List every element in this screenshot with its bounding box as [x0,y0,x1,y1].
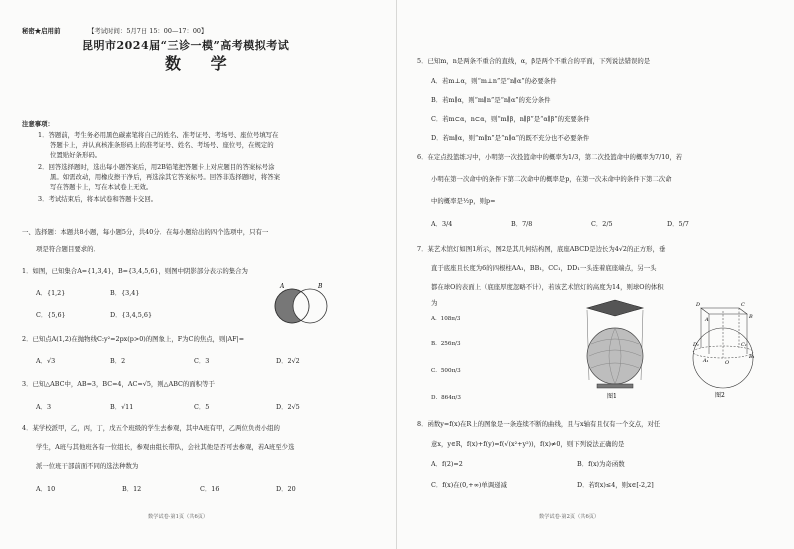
note-line: 答题卡上，并认真核准条形码上的准考证号、姓名、考场号、座位号，在规定的 [50,141,274,149]
q3-stem: 3．已知△ABC中，AB=3，BC=4，AC=√5，则△ABC的面积等于 [22,380,215,388]
section-1-heading-cont: 项是符合题目要求的． [36,245,100,253]
q2-option-b: B．2 [110,357,126,365]
subject-title: 数 学 [165,54,239,73]
q2-option-a: A．√3 [36,357,56,365]
q5-stem: 5．已知m，n是两条不重合的直线，α，β是两个不重合的平面，下列说法错误的是 [417,57,651,65]
label-a1: A₁ [703,358,709,364]
label-d: D [696,302,701,308]
q8-option-a: A．f(2)=2 [431,460,463,468]
note-line: 黑。如需改动，用橡皮擦干净后，再选涂其它答案标号。回答非选择题时，将答案 [50,173,281,181]
label-d1: D₁ [693,342,700,348]
q4-option-b: B．12 [122,485,142,493]
q1-option-d: D．{3,4,5,6} [110,311,153,319]
lamp-base [597,384,633,388]
q3-option-b: B．√11 [110,403,134,411]
exam-title: 昆明市2024届“三诊一模”高考模拟考试 [82,39,290,52]
q8-option-b: B．f(x)为奇函数 [577,460,625,468]
q8-stem-line: 8．函数y=f(x)在R上的图象是一条连续不断的曲线，且与x轴有且仅有一个交点，对任 [417,420,661,428]
q6-stem-line: 小明在第一次命中的条件下第二次命中的概率是p，在第一次未命中的条件下第二次命 [431,175,672,183]
q8-stem-line: 意x，y∈R，f(x)+f(y)=f(√(x²+y²))，f(x)≠0，则下列说法正确的是 [431,440,625,448]
venn-label-b: B [318,283,323,290]
q2-option-d: D．2√2 [276,357,300,365]
q6-stem-line: 6．在定点投篮练习中，小明第一次投篮命中的概率为1/3，第二次投篮命中的概率为7/10，若 [417,153,683,161]
label-c1: C₁ [741,342,747,348]
q7-stem-line: 都在球O的表面上（底座厚度忽略不计），若该艺术馆灯的高度为14，则球O的体积 [431,283,664,291]
q7-stem-line: 为 [431,299,438,307]
q3-option-a: A．3 [36,403,52,411]
section-1-heading: 一、选择题：本题共8小题，每小题5分，共40分．在每小题给出的四个选项中，只有一 [22,228,269,236]
figure-1-lamp [567,298,663,400]
venn-label-a: A [280,283,285,290]
q6-option-c: C．2/5 [591,220,613,228]
q5-option-b: B．若m∥α，则“m∥n”是“n∥α”的充分条件 [431,96,551,104]
header-time: 【考试时间：5月7日 15：00—17：00】 [88,27,208,35]
label-c: C [741,302,745,308]
note-line: 1．答题前，考生务必用黑色碳素笔将自己的姓名、准考证号、考场号、座位号填写在 [38,131,279,139]
lamp-shade [587,300,643,316]
notes-heading: 注意事项： [22,120,54,128]
page-footer-2: 数学试卷·第2页（共6页） [539,514,600,520]
q4-option-a: A．10 [36,485,56,493]
q1-option-c: C．{5,6} [36,311,66,319]
q8-option-d: D．若f(x)≤4，则x∈[-2,2] [577,481,654,489]
q7-stem-line: 7．某艺术馆灯如图1所示，图2是其几何结构图，底座ABCD是边长为4√2的正方形，垂 [417,245,666,253]
q1-option-b: B．{3,4} [110,289,140,297]
q6-stem-line: 中的概率是½p，则p= [431,197,496,205]
q5-option-d: D．若m∥α，则“m∥n”是“n∥α”的既不充分也不必要条件 [431,134,590,142]
q2-stem: 2．已知点A(1,2)在抛物线C:y²=2px(p>0)的图象上，F为C的焦点，则|AF|= [22,335,245,343]
q7-stem-line: 直于底座且长度为6的四根柱AA₁，BB₁，CC₁，DD₁一头连着底座端点，另一头 [431,264,657,272]
note-line: 2．回答选择题时，选出每小题答案后，用2B铅笔把答题卡上对应题目的答案标号涂 [38,163,275,171]
q4-stem-line: 派一位班干部前面不同的选法种数为 [36,462,139,470]
label-o: O [725,360,730,366]
q7-option-a: A．108π/3 [431,316,461,322]
q3-option-d: D．2√5 [276,403,300,411]
note-line: 写在答题卡上，写在本试卷上无效。 [50,183,153,191]
q1-option-a: A．{1,2} [36,289,66,297]
label-b1: B₁ [749,354,755,360]
q8-option-c: C．f(x)在(0,+∞)单调递减 [431,481,507,489]
q7-option-c: C．500π/3 [431,368,461,374]
note-line: 位置贴好条形码。 [50,151,102,159]
figure-2-caption: 图2 [715,392,725,399]
header-secret: 秘密★启用前 [22,27,61,35]
q4-stem-line: 4．某学校派甲，乙，丙，丁，戊五个班级的学生去参观，其中A班有甲，乙两位负责小组的 [22,424,280,432]
venn-diagram [268,280,334,328]
q4-option-d: D．20 [276,485,296,493]
q2-option-c: C．3 [194,357,210,365]
base-square [701,308,747,314]
q7-option-d: D．864π/3 [431,395,461,401]
label-a: A [705,317,709,323]
q5-option-a: A．若m⊥α，则“m⊥n”是“n∥α”的必要条件 [431,77,557,85]
q1-stem: 1．如图，已知集合A={1,3,4}，B={3,4,5,6}，则图中阴影部分表示的集合为 [22,267,248,275]
note-line: 3．考试结束后，将本试卷和答题卡交回。 [38,195,158,203]
q6-option-a: A．3/4 [431,220,453,228]
label-b: B [749,314,753,320]
q6-option-d: D．5/7 [667,220,689,228]
figure-2-geometry [679,296,769,400]
q4-stem-line: 学生，A班与其他班各有一位组长，参观由组长带队，会社其他是否可去参观，若A班至少选 [36,443,295,451]
figure-1-caption: 图1 [607,393,617,400]
lamp-globe [587,328,643,384]
q4-option-c: C．16 [200,485,220,493]
page-2 [397,0,794,549]
q7-option-b: B．256π/3 [431,341,461,347]
q6-option-b: B．7/8 [511,220,533,228]
page-footer-1: 数学试卷·第1页（共6页） [148,514,209,520]
q3-option-c: C．5 [194,403,210,411]
q5-option-c: C．若m⊂α，n⊂α，则“m∥β，n∥β”是“α∥β”的充要条件 [431,115,590,123]
